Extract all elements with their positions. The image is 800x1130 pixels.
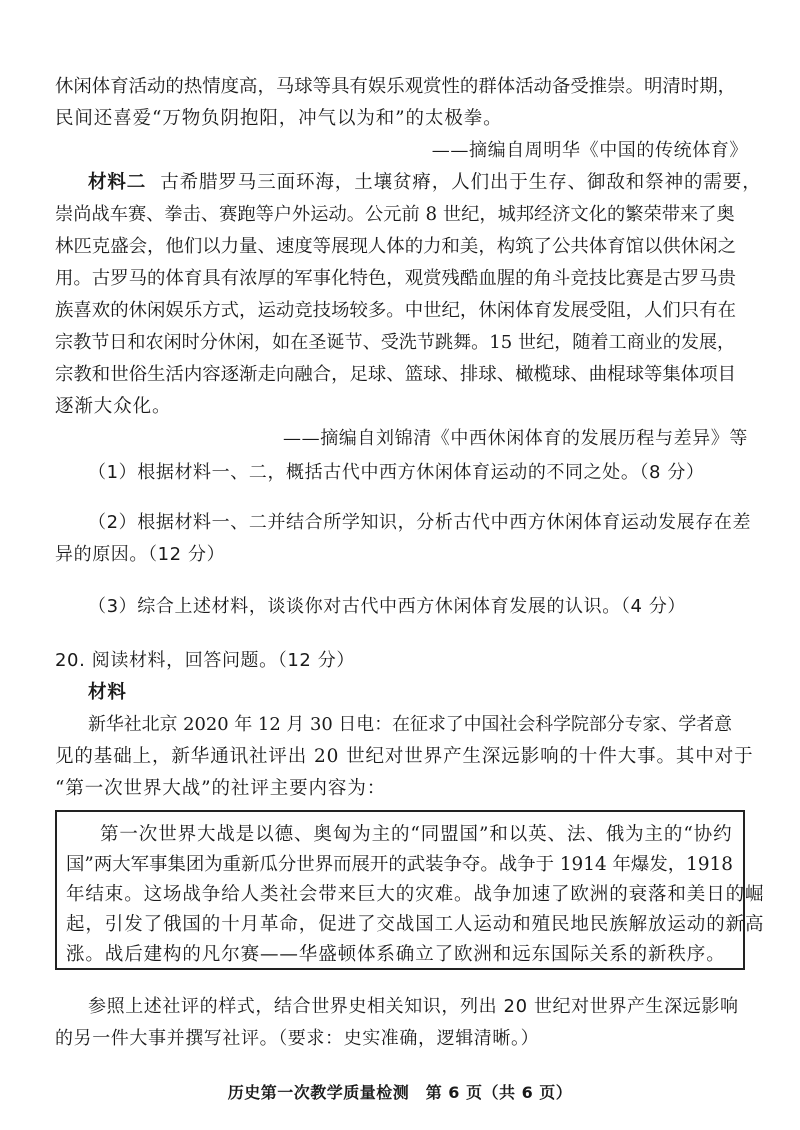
q20-task-line: 参照上述社评的样式，结合世界史相关知识，列出 20 世纪对世界产生深远影响	[88, 996, 739, 1017]
editorial-line: 国”两大军事集团为重新瓜分世界而展开的武装争夺。战争于 1914 年爆发，1918	[66, 854, 733, 875]
editorial-line: 起，引发了俄国的十月革命，促进了交战国工人运动和殖民地民族解放运动的新高	[66, 914, 765, 935]
page-footer: 历史第一次教学质量检测 第 6 页（共 6 页）	[227, 1083, 573, 1102]
material2-line: 宗教节日和农闲时分休闲，如在圣诞节、受洗节跳舞。15 世纪，随着工商业的发展，	[55, 332, 736, 353]
q20-material-label: 材料	[88, 682, 127, 703]
material2-line: 用。古罗马的体育具有浓厚的军事化特色，观赏残酷血腥的角斗竞技比赛是古罗马贵	[55, 268, 737, 289]
q20-intro-line: 新华社北京 2020 年 12 月 30 日电：在征求了中国社会科学院部分专家、学者意	[88, 714, 733, 735]
q20-intro-line: “第一次世界大战”的社评主要内容为：	[55, 778, 387, 799]
material2-line: 族喜欢的休闲娱乐方式，运动竞技场较多。中世纪，休闲体育发展受阻，人们只有在	[55, 300, 737, 321]
question-2-line: （2）根据材料一、二并结合所学知识，分析古代中西方休闲体育运动发展存在差	[88, 512, 752, 533]
material1-line: 民间还喜爱“万物负阴抱阳，冲气以为和”的太极拳。	[55, 108, 503, 129]
q20-task-line: 的另一件大事并撰写社评。（要求：史实准确，逻辑清晰。）	[55, 1028, 540, 1049]
question-3: （3）综合上述材料，谈谈你对古代中西方休闲体育发展的认识。（4 分）	[88, 596, 687, 617]
material1-line: 休闲体育活动的热情度高，马球等具有娱乐观赏性的群体活动备受推崇。明清时期，	[55, 76, 737, 97]
editorial-line: 第一次世界大战是以德、奥匈为主的“同盟国”和以英、法、俄为主的“协约	[100, 824, 733, 845]
question-1: （1）根据材料一、二，概括古代中西方休闲体育运动的不同之处。（8 分）	[88, 462, 705, 483]
material2-first-line	[88, 170, 762, 196]
material1-source: ——摘编自周明华《中国的传统体育》	[431, 140, 748, 161]
material2-line: 宗教和世俗生活内容逐渐走向融合，足球、篮球、排球、橄榄球、曲棍球等集体项目	[55, 364, 737, 385]
material2-line: 逐渐大众化。	[55, 396, 172, 417]
editorial-line: 涨。战后建构的凡尔赛——华盛顿体系确立了欧洲和远东国际关系的新秩序。	[66, 944, 726, 965]
material2-line: 崇尚战车赛、拳击、赛跑等户外运动。公元前 8 世纪，城邦经济文化的繁荣带来了奥	[55, 204, 735, 225]
material2-label: 材料二	[88, 172, 147, 193]
material2-text: 古希腊罗马三面环海，土壤贫瘠，人们出于生存、御敌和祭神的需要，	[160, 172, 762, 193]
q20-intro-line: 见的基础上，新华通讯社评出 20 世纪对世界产生深远影响的十件大事。其中对于	[55, 746, 754, 767]
question-2-line: 异的原因。（12 分）	[55, 544, 226, 565]
editorial-line: 年结束。这场战争给人类社会带来巨大的灾难。战争加速了欧洲的衰落和美日的崛	[66, 884, 765, 905]
material2-line: 林匹克盛会，他们以力量、速度等展现人体的力和美，构筑了公共体育馆以供休闲之	[55, 236, 737, 257]
material2-source: ——摘编自刘锦清《中西休闲体育的发展历程与差异》等	[283, 428, 748, 449]
question-20-title: 20. 阅读材料，回答问题。（12 分）	[55, 650, 355, 671]
